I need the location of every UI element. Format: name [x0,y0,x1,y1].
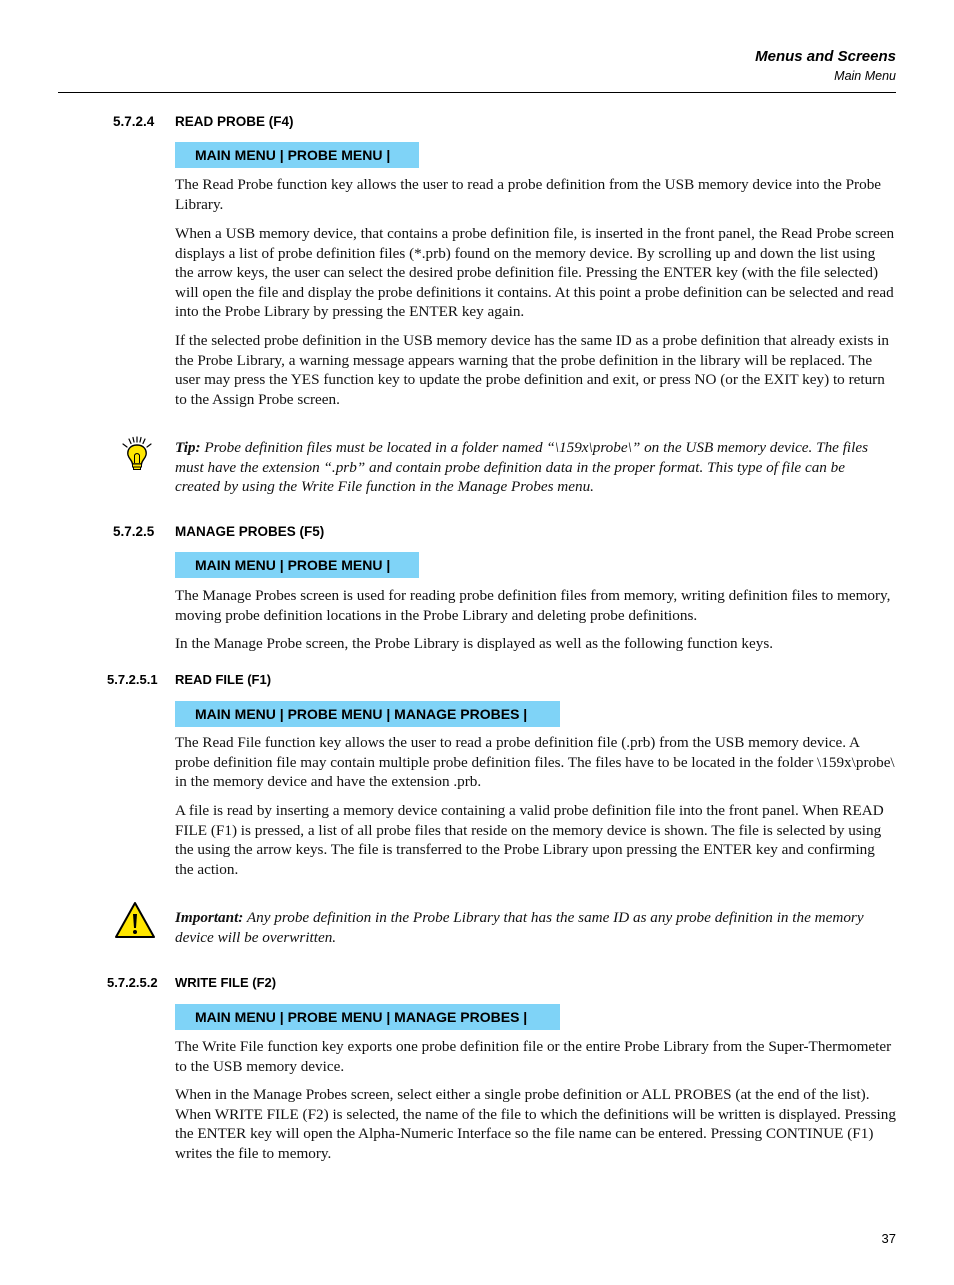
paragraph: The Read Probe function key allows the user to read a probe definition from the USB memory device into the Probe Library. [175,176,882,213]
tip-text: Probe definition files must be located in a folder named “\159x\probe\” on the USB memory device. The files must have the extension “.prb” and contain probe definition data in the proper format. This type of file can be created by using the Write File function in the Manage Probes menu. [175,439,869,496]
paragraph: A file is read by inserting a memory device containing a valid probe definition file into the front panel. When READ FILE (F1) is pressed, a list of all probe files that reside on the memory device is shown. The file is selected by using the using the arrow keys. The file is transferred to the Probe Library upon pressing the ENTER key and confirming the action. [175,802,884,878]
section-title: READ FILE (F1) [175,672,272,687]
important-label: Important: [175,909,244,926]
running-header-subtitle: Main Menu [834,69,896,83]
menu-path-bar: MAIN MENU | PROBE MENU | MANAGE PROBES | [175,1004,560,1030]
section-title: MANAGE PROBES (F5) [175,524,325,539]
menu-path-bar: MAIN MENU | PROBE MENU | [175,552,419,578]
paragraph: The Read File function key allows the user to read a probe definition file (.prb) from the USB memory device. A probe definition file may contain multiple probe definition files. The files have to be located in the folder \159x\probe\ in the memory device and have the extension .prb. [175,734,895,791]
section-title: WRITE FILE (F2) [175,975,277,990]
section-number: 5.7.2.5.1 [107,672,158,687]
tip-note [175,438,875,497]
header-rule [58,92,896,93]
menu-path-bar: MAIN MENU | PROBE MENU | [175,142,419,168]
section-number: 5.7.2.5.2 [107,975,158,990]
page-number: 37 [881,1231,896,1246]
paragraph: In the Manage Probe screen, the Probe Library is displayed as well as the following function keys. [175,635,774,652]
important-note [175,908,875,947]
section-number: 5.7.2.5 [113,524,155,539]
important-text: Any probe definition in the Probe Library that has the same ID as any probe definition in the memory device will be overwritten. [175,909,864,946]
paragraph: The Write File function key exports one probe definition file or the entire Probe Library from the Super-Thermometer to the USB memory device. [175,1038,892,1075]
warning-icon [114,901,156,939]
section-number: 5.7.2.4 [113,114,155,129]
tip-label: Tip: [175,439,201,456]
paragraph: When a USB memory device, that contains a probe definition file, is inserted in the front panel, the Read Probe screen displays a list of probe definition files (*.prb) found on the memory device. By scrolling up and down the list using the arrow keys, the user can select the desired probe definition file. Pressing the ENTER key (with the file selected) will open the file and display the probe definitions it contains. At this point a probe definition can be selected and read into the Probe Library by pressing the ENTER key again. [175,225,895,321]
section-title: READ PROBE (F4) [175,114,294,129]
menu-path-bar: MAIN MENU | PROBE MENU | MANAGE PROBES | [175,701,560,727]
paragraph: The Manage Probes screen is used for reading probe definition files from memory, writing definition files to memory, moving probe definition locations in the Probe Library and deleting probe definitions. [175,587,891,624]
paragraph: When in the Manage Probes screen, select either a single probe definition or ALL PROBES (at the end of the list). When WRITE FILE (F2) is selected, the name of the file to which the definitions will be written is displayed. Pressing the ENTER key will open the Alpha-Numeric Interface so the file name can be entered. Pressing CONTINUE (F1) writes the file to memory. [175,1086,896,1162]
paragraph: If the selected probe definition in the USB memory device has the same ID as a probe definition that already exists in the Probe Library, a warning message appears warning that the probe definition in the library will be replaced. The user may press the YES function key to update the probe definition and exit, or press NO (or the EXIT key) to return to the Assign Probe screen. [175,332,890,408]
lightbulb-icon [120,436,154,472]
running-header-title: Menus and Screens [755,48,896,65]
